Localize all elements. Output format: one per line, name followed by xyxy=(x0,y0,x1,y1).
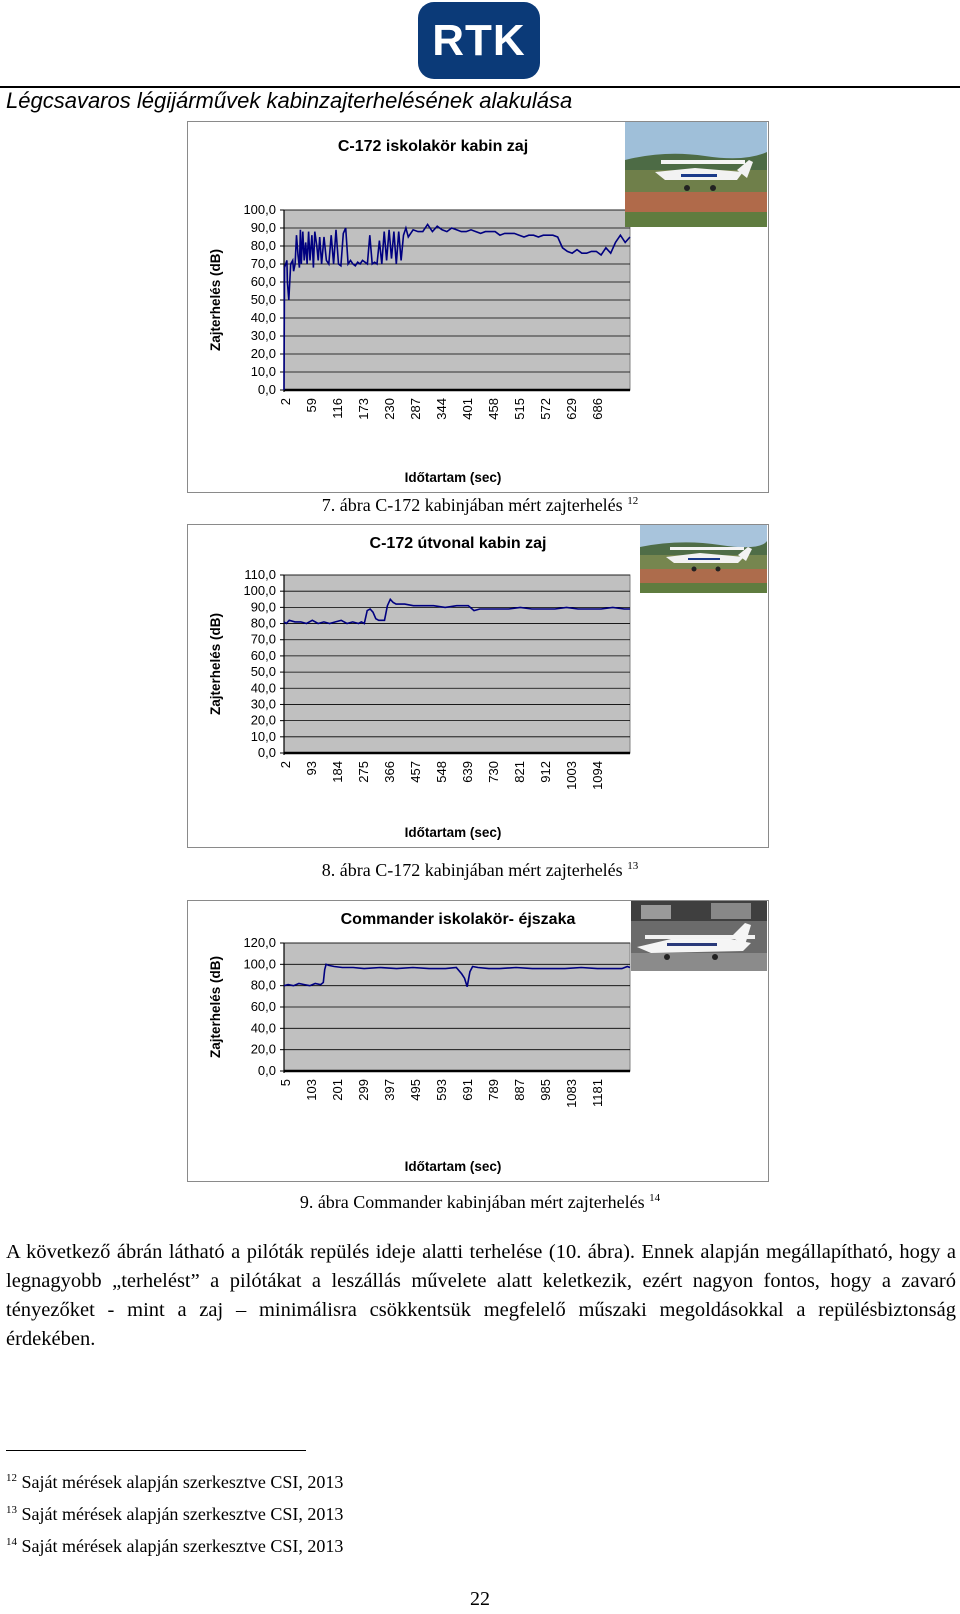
x-tick-label: 789 xyxy=(486,1079,502,1101)
y-tick-label: 110,0 xyxy=(244,567,276,582)
x-tick-label: 299 xyxy=(356,1079,372,1101)
x-tick-label: 691 xyxy=(460,1079,476,1101)
footnote-text: Saját mérések alapján szerkesztve CSI, 2013 xyxy=(21,1504,344,1524)
y-tick-label: 40,0 xyxy=(250,1020,276,1036)
chart-title: Commander iskolakör- éjszaka xyxy=(340,911,576,928)
y-tick-label: 20,0 xyxy=(250,712,276,728)
x-tick-label: 116 xyxy=(330,398,346,419)
x-tick-label: 5 xyxy=(278,1079,293,1087)
figure-caption-1 xyxy=(0,495,960,516)
aircraft-photo-3 xyxy=(631,901,767,971)
figure-caption-3 xyxy=(0,1192,960,1213)
figure-caption-2 xyxy=(0,860,960,881)
y-tick-label: 90,0 xyxy=(250,599,276,615)
footnote-number: 14 xyxy=(6,1536,17,1548)
y-axis-label: Zajterhelés (dB) xyxy=(208,955,223,1059)
body-paragraph: A következő ábrán látható a pilóták repülés ideje alatti terhelése (10. ábra). Ennek alapján megállapítható, hogy a legnagyobb „terhelést” a pilótákat a leszállás művelete alatt keletkezik, ezért nagyon fontos, hogy a zavaró tényezőket - mint a zaj – minimálisra csökkentsük megfelelő műszaki megoldásokkal a repülésbiztonság érdekében. xyxy=(6,1241,956,1350)
footnote-item xyxy=(6,1528,343,1560)
rtk-logo xyxy=(418,2,540,79)
x-tick-label: 103 xyxy=(304,1079,320,1101)
footnote-ref: 13 xyxy=(627,860,639,872)
y-tick-label: 20,0 xyxy=(250,346,276,361)
x-tick-label: 887 xyxy=(512,1079,528,1101)
footnote-item xyxy=(6,1464,343,1496)
logo-text: RTK xyxy=(432,15,526,65)
x-tick-label: 230 xyxy=(382,398,398,420)
x-tick-label: 173 xyxy=(356,398,372,420)
x-tick-label: 287 xyxy=(408,398,424,420)
x-tick-label: 275 xyxy=(356,761,372,783)
aircraft-photo-2 xyxy=(640,525,767,593)
y-tick-label: 40,0 xyxy=(250,680,276,696)
x-axis-label: Időtartam (sec) xyxy=(404,825,502,840)
caption-text: 8. ábra C-172 kabinjában mért zajterhelés xyxy=(321,860,623,880)
x-tick-label: 2 xyxy=(278,761,293,769)
x-tick-label: 1083 xyxy=(564,1079,580,1108)
x-tick-label: 515 xyxy=(512,398,528,420)
x-tick-label: 985 xyxy=(538,1079,554,1101)
y-tick-label: 50,0 xyxy=(250,664,276,680)
plot-area xyxy=(284,575,630,753)
chart-title: C-172 útvonal kabin zaj xyxy=(369,535,547,552)
x-tick-label: 821 xyxy=(512,761,528,783)
x-tick-label: 686 xyxy=(590,398,606,420)
x-tick-label: 397 xyxy=(382,1079,398,1101)
x-tick-label: 495 xyxy=(408,1079,424,1101)
footnotes xyxy=(6,1464,343,1560)
y-tick-label: 100,0 xyxy=(243,202,276,217)
x-tick-label: 572 xyxy=(538,398,554,420)
y-tick-label: 70,0 xyxy=(250,631,276,647)
x-tick-label: 639 xyxy=(460,761,476,783)
x-tick-label: 912 xyxy=(538,761,554,783)
footnote-ref: 12 xyxy=(627,495,639,507)
x-tick-label: 401 xyxy=(460,398,476,420)
footnote-number: 13 xyxy=(6,1504,17,1516)
y-tick-label: 0,0 xyxy=(257,1063,276,1078)
y-tick-label: 30,0 xyxy=(250,696,276,712)
y-axis-label: Zajterhelés (dB) xyxy=(208,612,223,716)
x-axis-label: Időtartam (sec) xyxy=(404,470,502,485)
x-tick-label: 593 xyxy=(434,1079,450,1101)
footnote-ref: 14 xyxy=(649,1192,661,1204)
y-tick-label: 80,0 xyxy=(250,977,276,993)
caption-text: 9. ábra Commander kabinjában mért zajterhelés xyxy=(299,1192,645,1212)
y-tick-label: 70,0 xyxy=(250,256,276,271)
y-tick-label: 10,0 xyxy=(250,364,276,379)
x-tick-label: 458 xyxy=(486,398,502,420)
y-tick-label: 0,0 xyxy=(257,382,276,397)
running-title: Légcsavaros légijárművek kabinzajterhelésének alakulása xyxy=(6,88,573,113)
footnote-rule xyxy=(6,1450,306,1451)
aircraft-photo-1 xyxy=(625,122,767,227)
x-tick-label: 93 xyxy=(304,761,320,776)
commander-photo-icon xyxy=(631,901,767,971)
caption-text: 7. ábra C-172 kabinjában mért zajterhelés xyxy=(321,495,623,515)
x-tick-label: 1003 xyxy=(564,761,580,790)
page-number: 22 xyxy=(470,1588,490,1610)
x-tick-label: 1094 xyxy=(590,761,606,790)
y-axis-label: Zajterhelés (dB) xyxy=(208,248,223,352)
y-tick-label: 0,0 xyxy=(257,745,276,760)
x-tick-label: 59 xyxy=(304,398,320,413)
x-tick-label: 548 xyxy=(434,761,450,783)
y-tick-label: 100,0 xyxy=(243,583,276,599)
footnote-item xyxy=(6,1496,343,1528)
y-tick-label: 60,0 xyxy=(250,647,276,663)
x-tick-label: 344 xyxy=(434,398,450,420)
x-tick-label: 730 xyxy=(486,761,502,783)
x-axis-label: Időtartam (sec) xyxy=(404,1159,502,1174)
y-tick-label: 120,0 xyxy=(243,935,276,950)
y-tick-label: 50,0 xyxy=(250,292,276,307)
footnote-text: Saját mérések alapján szerkesztve CSI, 2013 xyxy=(21,1536,344,1556)
y-tick-label: 40,0 xyxy=(250,310,276,325)
y-tick-label: 100,0 xyxy=(243,956,276,972)
y-tick-label: 20,0 xyxy=(250,1041,276,1057)
x-tick-label: 1181 xyxy=(590,1079,606,1107)
chart-title: C-172 iskolakör kabin zaj xyxy=(337,138,529,155)
x-tick-label: 366 xyxy=(382,761,398,783)
x-tick-label: 201 xyxy=(330,1079,346,1101)
cessna-photo-icon xyxy=(640,525,767,593)
y-tick-label: 30,0 xyxy=(250,328,276,343)
cessna-photo-icon xyxy=(625,122,767,227)
y-tick-label: 60,0 xyxy=(250,274,276,289)
y-tick-label: 60,0 xyxy=(250,999,276,1014)
x-tick-label: 184 xyxy=(330,761,346,783)
y-tick-label: 80,0 xyxy=(250,238,276,253)
y-tick-label: 10,0 xyxy=(250,728,276,744)
y-tick-label: 80,0 xyxy=(250,615,276,631)
x-tick-label: 2 xyxy=(278,398,293,406)
x-tick-label: 457 xyxy=(408,761,424,783)
x-tick-label: 629 xyxy=(564,398,580,420)
footnote-number: 12 xyxy=(6,1472,17,1484)
y-tick-label: 90,0 xyxy=(250,220,276,235)
footnote-text: Saját mérések alapján szerkesztve CSI, 2013 xyxy=(21,1472,344,1492)
